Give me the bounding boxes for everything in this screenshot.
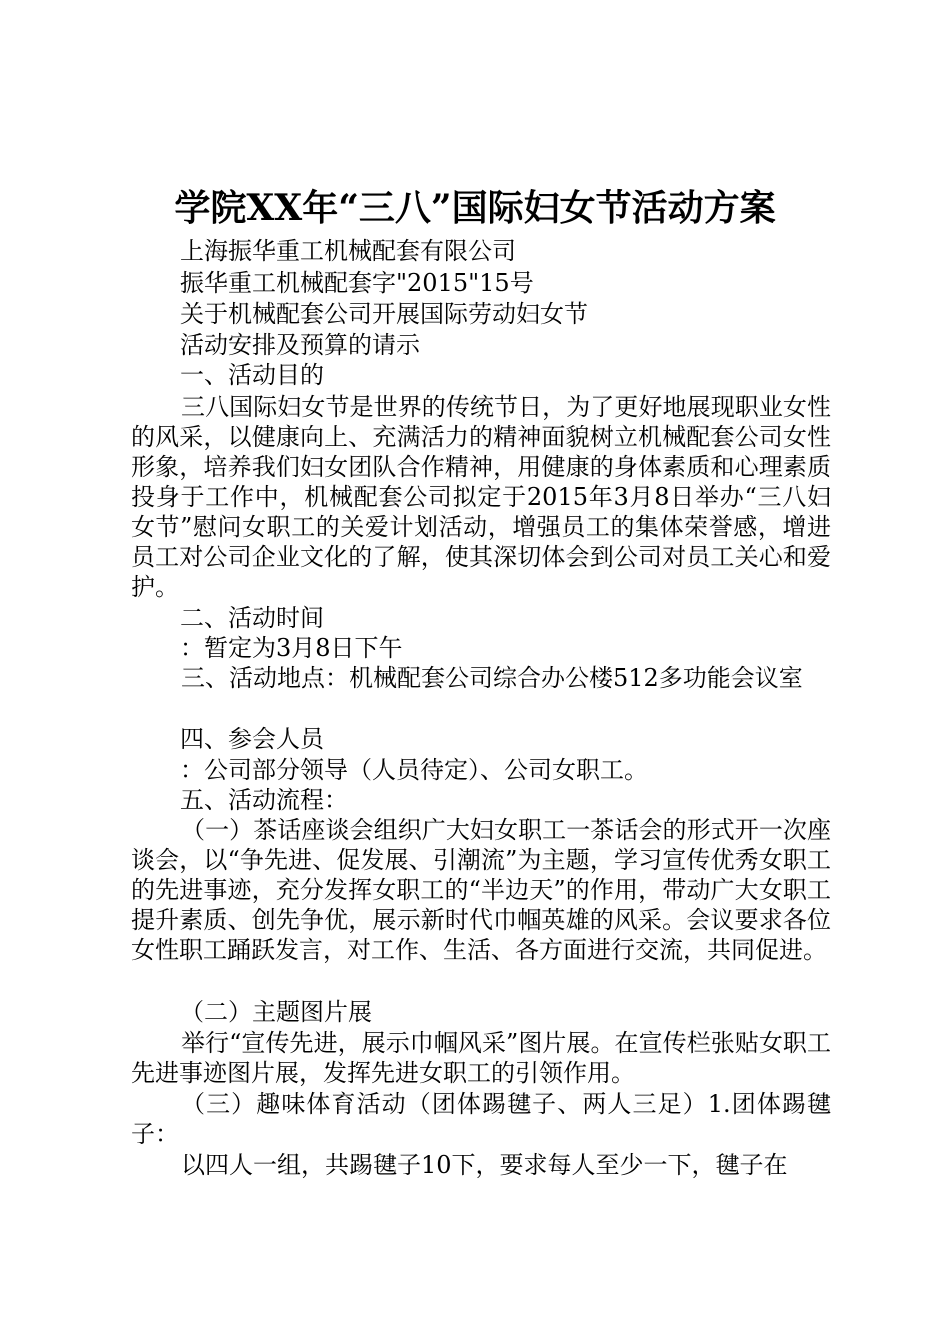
section4-heading: 四、参会人员 [180, 725, 324, 753]
company-name: 上海振华重工机械配套有限公司 [180, 237, 516, 265]
section1-body: 三八国际妇女节是世界的传统节日，为了更好地展现职业女性的风采，以健康向上、充满活力的精神面貌树立机械配套公司女性形象，培养我们妇女团队合作精神，用健康的身体素质和心理素质投身于工作中，机械配套公司拟定于2015年3月8日举办“三八妇女节”慰问女职工的关爱计划活动，增强员工的集体荣誉感，增进员工对公司企业文化的了解，使其深切体会到公司对员工关心和爱护。 [131, 393, 831, 601]
item3-rule: 以四人一组，共踢毽子10下，要求每人至少一下，毽子在 [181, 1151, 788, 1179]
document-title: 学院XX年“三八”国际妇女节活动方案 [174, 187, 776, 229]
section5-heading: 五、活动流程： [180, 786, 348, 814]
item3-body: （三）趣味体育活动（团体踢毽子、两人三足）1.团体踢毽子： [131, 1090, 831, 1148]
item2-body: 举行“宣传先进，展示巾帼风采”图片展。在宣传栏张贴女职工先进事迹图片展，发挥先进女职工的引领作用。 [131, 1029, 831, 1087]
section4-body: ：公司部分领导（人员待定）、公司女职工。 [180, 756, 648, 784]
document-number: 振华重工机械配套字"2015"15号 [180, 269, 534, 297]
section2-heading: 二、活动时间 [180, 604, 324, 632]
subject-line-2: 活动安排及预算的请示 [180, 331, 420, 359]
subject-line-1: 关于机械配套公司开展国际劳动妇女节 [180, 300, 588, 328]
section3-body: 三、活动地点：机械配套公司综合办公楼512多功能会议室 [181, 664, 803, 692]
section1-heading: 一、活动目的 [180, 361, 324, 389]
section2-body: ：暂定为3月8日下午 [180, 634, 403, 662]
item2-heading: （二）主题图片展 [180, 998, 372, 1026]
item1-body: （一）茶话座谈会组织广大妇女职工一茶话会的形式开一次座谈会，以“争先进、促发展、引潮流”为主题，学习宣传优秀女职工的先进事迹，充分发挥女职工的“半边天”的作用，带动广大女职工提升素质、创先争优，展示新时代巾帼英雄的风采。会议要求各位女性职工踊跃发言，对工作、生活、各方面进行交流，共同促进。 [131, 816, 831, 964]
